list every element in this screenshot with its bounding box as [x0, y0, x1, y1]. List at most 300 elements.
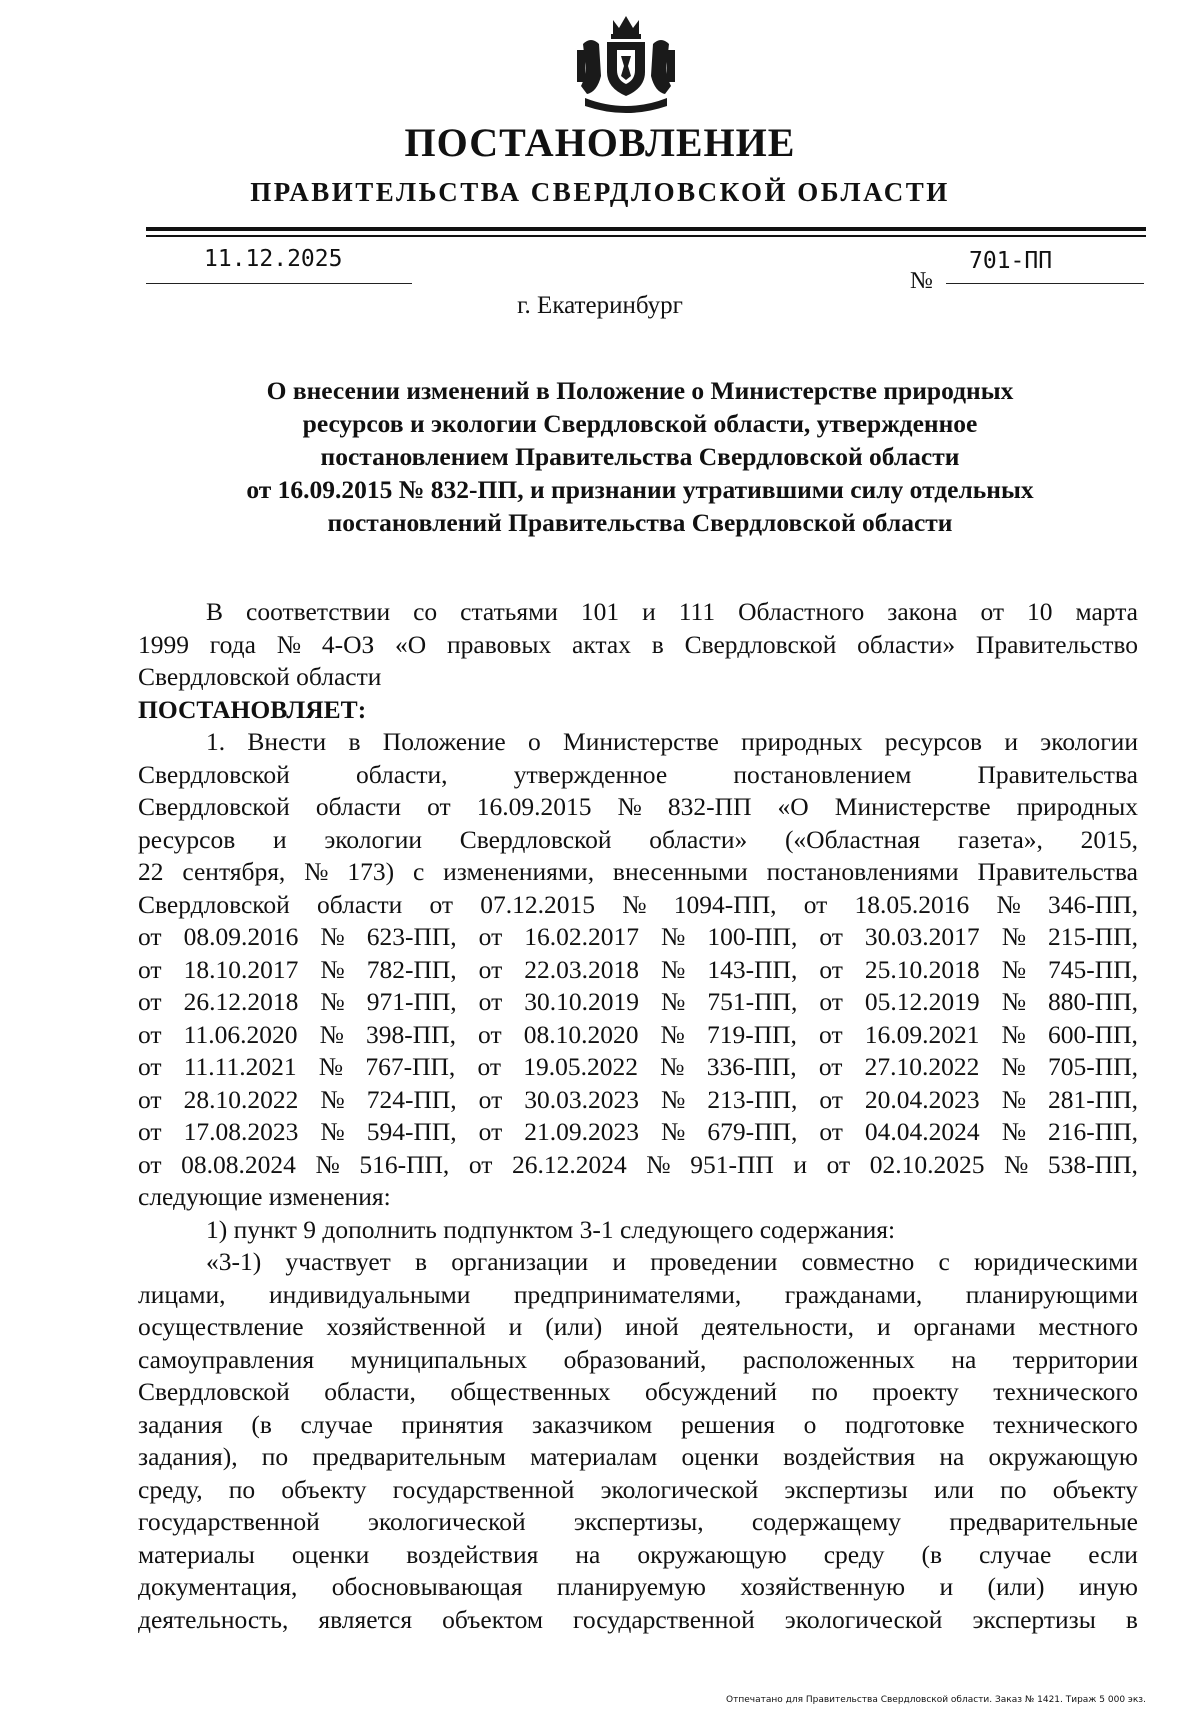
- word: оценки: [291, 1539, 370, 1569]
- word: постановлениями: [766, 857, 959, 886]
- word: №: [996, 889, 1021, 919]
- word: объекту: [281, 1474, 367, 1504]
- word: №: [320, 954, 345, 984]
- word: проекту: [872, 1377, 959, 1406]
- body-line: [138, 1084, 1138, 1117]
- word: Внести: [247, 727, 327, 756]
- word: №: [622, 889, 647, 919]
- word: индивидуальными: [268, 1279, 471, 1309]
- word: 751-ПП,: [707, 987, 798, 1016]
- word: 18.05.2016: [854, 889, 970, 919]
- word: постановлением: [733, 759, 912, 789]
- word: 30.03.2017: [864, 922, 980, 951]
- body-line: 1) пункт 9 дополнить подпунктом 3-1 следующего содержания:: [206, 1214, 896, 1244]
- word: и: [273, 824, 287, 854]
- body-line: Свердловской области: [138, 662, 382, 691]
- word: 2015,: [1080, 824, 1138, 854]
- word: 21.09.2023: [524, 1117, 639, 1146]
- word: от: [818, 1052, 843, 1081]
- word: 20.04.2023: [864, 1084, 980, 1114]
- word: 25.10.2018: [864, 954, 980, 984]
- word: Свердловской: [684, 629, 837, 659]
- word: от: [138, 922, 162, 951]
- word: заказчиком: [532, 1409, 653, 1439]
- word: №: [617, 792, 642, 821]
- document-body: [138, 596, 1138, 1636]
- word: 02.10.2025: [869, 1149, 985, 1179]
- word: №: [1004, 1149, 1029, 1179]
- word: №: [320, 1117, 345, 1146]
- word: №: [1001, 1019, 1026, 1049]
- word: области,: [324, 1377, 416, 1406]
- word: №: [320, 1084, 345, 1114]
- word: 27.10.2022: [864, 1052, 980, 1081]
- body-line: [138, 954, 1138, 987]
- city: г. Екатеринбург: [517, 292, 683, 319]
- body-line: [138, 1376, 1138, 1409]
- word: общественных: [450, 1377, 611, 1406]
- word: №: [320, 922, 345, 951]
- word: года: [209, 629, 256, 659]
- word: экологической: [600, 1474, 759, 1504]
- title-line: от 16.09.2015 № 832-ПП, и признании утратившими силу отдельных: [246, 475, 1034, 504]
- body-line: [138, 921, 1138, 954]
- body-line: [138, 726, 1138, 759]
- word: 30.10.2019: [524, 987, 639, 1016]
- word: 16.09.2021: [864, 1019, 980, 1049]
- word: объектом: [442, 1604, 543, 1634]
- word: от: [138, 1117, 162, 1146]
- word: Областного: [738, 597, 865, 626]
- word: от: [478, 922, 503, 951]
- word: юридическими: [973, 1247, 1138, 1276]
- word: 724-ПП,: [366, 1084, 457, 1114]
- word: от: [478, 954, 503, 984]
- word: №: [661, 1117, 686, 1146]
- title-line: ресурсов и экологии Свердловской области, утвержденное: [302, 409, 978, 438]
- word: по: [811, 1377, 838, 1406]
- word: 623-ПП,: [366, 922, 457, 951]
- word: области»: [857, 629, 956, 659]
- word: экологической: [784, 1604, 943, 1634]
- word: технического: [993, 1377, 1138, 1406]
- word: 1.: [206, 727, 226, 756]
- word: 600-ПП,: [1047, 1019, 1138, 1049]
- title-line: постановлений Правительства Свердловской области: [327, 508, 953, 537]
- word: изменениями,: [443, 857, 595, 886]
- word: предварительные: [949, 1507, 1138, 1536]
- word: статьями: [460, 597, 558, 626]
- word: случае: [300, 1409, 373, 1439]
- word: 346-ПП,: [1048, 889, 1138, 919]
- word: №: [660, 1019, 685, 1049]
- body-line: [138, 1051, 1138, 1084]
- word: внесенными: [612, 857, 748, 886]
- word: Свердловской: [138, 792, 290, 821]
- word: №: [1001, 1117, 1027, 1146]
- word: местного: [1038, 1312, 1138, 1341]
- word: муниципальных: [350, 1344, 528, 1374]
- body-line: [138, 1571, 1138, 1604]
- word: соответствии: [246, 597, 391, 626]
- word: Свердловской: [459, 824, 612, 854]
- word: решения: [680, 1409, 775, 1439]
- word: от: [478, 1084, 503, 1114]
- body-line: [138, 629, 1138, 662]
- word: №: [320, 987, 345, 1016]
- issuing-authority: ПРАВИТЕЛЬСТВА СВЕРДЛОВСКОЙ ОБЛАСТИ: [250, 177, 950, 207]
- body-line: [138, 1116, 1138, 1149]
- word: государственной: [573, 1604, 755, 1634]
- coat-of-arms-icon: [573, 14, 679, 118]
- word: от: [138, 987, 162, 1016]
- word: если: [1088, 1539, 1138, 1569]
- word: 26.12.2018: [183, 987, 299, 1016]
- word: закона: [887, 597, 958, 626]
- word: материалам: [530, 1442, 658, 1471]
- word: (в: [251, 1409, 272, 1439]
- word: №: [319, 1019, 344, 1049]
- word: является: [318, 1604, 413, 1634]
- word: 679-ПП,: [707, 1117, 798, 1146]
- word: среду,: [138, 1474, 203, 1504]
- word: на: [951, 1344, 977, 1374]
- body-line: [138, 1441, 1138, 1474]
- word: на: [575, 1539, 601, 1569]
- word: 782-ПП,: [366, 954, 457, 984]
- word: 719-ПП,: [706, 1019, 797, 1049]
- word: №: [315, 1149, 340, 1179]
- word: самоуправления: [138, 1344, 315, 1374]
- word: экспертизы: [972, 1604, 1096, 1634]
- word: иной: [625, 1312, 679, 1341]
- body-line: [138, 824, 1138, 857]
- word: Свердловской: [138, 759, 290, 789]
- word: случае: [979, 1539, 1052, 1569]
- word: №: [661, 1084, 686, 1114]
- body-line: [138, 1604, 1138, 1637]
- word: от: [478, 987, 503, 1016]
- word: 08.08.2024: [181, 1149, 296, 1179]
- word: от: [819, 1117, 843, 1146]
- word: ресурсов: [884, 727, 983, 756]
- document-kind-heading: ПОСТАНОВЛЕНИЕ: [404, 120, 796, 165]
- word: 216-ПП,: [1048, 1117, 1138, 1146]
- word: от: [427, 792, 451, 821]
- word: Правительство: [975, 629, 1138, 659]
- word: 1094-ПП,: [673, 889, 777, 919]
- word: 100-ПП,: [707, 922, 798, 951]
- word: №: [1001, 987, 1027, 1016]
- word: 04.04.2024: [864, 1117, 980, 1146]
- word: 398-ПП,: [366, 1019, 456, 1049]
- word: 11.11.2021: [183, 1052, 297, 1081]
- word: деятельности,: [701, 1312, 855, 1341]
- word: 971-ПП,: [366, 987, 457, 1016]
- word: области,: [355, 759, 448, 789]
- body-line: [138, 986, 1138, 1019]
- word: 08.09.2016: [183, 922, 299, 951]
- word: 17.08.2023: [183, 1117, 299, 1146]
- word: №: [646, 1149, 671, 1179]
- word: воздействия: [783, 1442, 916, 1471]
- word: №: [1001, 1052, 1026, 1081]
- word: (или): [545, 1312, 603, 1341]
- number-underline: [946, 283, 1144, 284]
- word: 336-ПП,: [706, 1052, 797, 1081]
- date-underline: [146, 283, 412, 284]
- word: в: [348, 727, 361, 756]
- print-footer: Отпечатано для Правительства Свердловской области. Заказ № 1421. Тираж 5 000 экз.: [726, 1695, 1146, 1705]
- word: 11.06.2020: [183, 1019, 298, 1049]
- word: 10: [1027, 597, 1053, 626]
- word: от: [468, 1149, 493, 1179]
- word: задания),: [138, 1442, 238, 1471]
- word: и: [939, 1572, 954, 1601]
- word: проведении: [650, 1247, 778, 1276]
- word: и: [876, 1312, 891, 1341]
- word: экспертизы: [784, 1474, 908, 1504]
- word: обсуждений: [645, 1377, 778, 1406]
- word: иную: [1078, 1572, 1138, 1601]
- word: от: [819, 1019, 843, 1049]
- header-divider-thin: [146, 235, 1146, 237]
- body-line: [138, 889, 1138, 922]
- word: (или): [987, 1572, 1045, 1601]
- body-line: [138, 1019, 1138, 1052]
- word: осуществление: [138, 1312, 304, 1341]
- word: по: [261, 1442, 289, 1471]
- word: планируемую: [556, 1572, 706, 1601]
- word: на: [939, 1442, 965, 1471]
- word: природных: [741, 727, 863, 756]
- word: газета»,: [957, 824, 1043, 854]
- word: 05.12.2019: [864, 987, 980, 1016]
- word: планирующими: [965, 1279, 1138, 1309]
- word: экологии: [1040, 727, 1138, 756]
- word: 07.12.2015: [480, 889, 595, 919]
- word: и: [1004, 727, 1018, 756]
- word: или: [933, 1474, 974, 1504]
- word: 213-ПП,: [707, 1084, 798, 1114]
- word: 538-ПП,: [1047, 1149, 1138, 1179]
- word: (в: [921, 1539, 943, 1569]
- document-date: 11.12.2025: [204, 246, 343, 272]
- document-number: 701-ПП: [969, 248, 1053, 274]
- word: природных: [1016, 792, 1138, 821]
- word: 951-ПП: [690, 1149, 774, 1179]
- word: от: [478, 1117, 503, 1146]
- word: области»: [649, 824, 748, 854]
- word: области: [315, 792, 402, 821]
- word: образований,: [563, 1344, 707, 1374]
- word: экологии: [324, 824, 423, 854]
- word: 594-ПП,: [366, 1117, 457, 1146]
- word: от: [138, 954, 162, 984]
- word: от: [138, 1149, 162, 1179]
- word: от: [429, 889, 454, 919]
- word: объекту: [1052, 1474, 1138, 1504]
- word: и: [612, 1247, 626, 1276]
- word: Министерстве: [834, 792, 991, 821]
- word: №: [660, 1052, 685, 1081]
- word: 30.03.2023: [524, 1084, 639, 1114]
- body-line: [138, 759, 1138, 792]
- title-line: постановлением Правительства Свердловской области: [320, 442, 960, 471]
- word: сентября,: [182, 857, 286, 886]
- body-line: следующие изменения:: [138, 1182, 391, 1211]
- word: №: [1001, 954, 1027, 984]
- word: принятия: [401, 1409, 504, 1439]
- word: совместно: [801, 1247, 915, 1276]
- body-line: [138, 1149, 1138, 1182]
- word: Министерстве: [563, 727, 719, 756]
- word: экологической: [368, 1507, 526, 1536]
- word: хозяйственную: [740, 1572, 906, 1601]
- word: расположенных: [742, 1344, 915, 1374]
- word: «О: [395, 629, 427, 659]
- body-line: [138, 1539, 1138, 1572]
- word: с: [938, 1247, 950, 1276]
- word: от: [138, 1052, 162, 1081]
- word: воздействия: [406, 1539, 539, 1569]
- word: 101: [580, 597, 620, 626]
- word: Положение: [382, 727, 506, 756]
- word: «О: [777, 792, 809, 821]
- word: государственной: [138, 1507, 320, 1536]
- word: о: [527, 727, 541, 756]
- word: №: [318, 1052, 344, 1081]
- word: Правительства: [977, 759, 1138, 789]
- word: с: [412, 857, 425, 886]
- word: «3-1): [206, 1247, 262, 1276]
- word: Правительства: [977, 857, 1138, 886]
- word: от: [138, 1084, 162, 1114]
- word: 111: [678, 597, 716, 626]
- word: 767-ПП,: [365, 1052, 456, 1081]
- word: и: [793, 1149, 807, 1179]
- word: в: [651, 629, 664, 659]
- word: в: [1125, 1604, 1138, 1634]
- body-line: [138, 1311, 1138, 1344]
- word: от: [819, 987, 843, 1016]
- word: участвует: [285, 1247, 391, 1276]
- word: В: [206, 597, 224, 626]
- word: от: [826, 1149, 851, 1179]
- word: 173): [347, 857, 395, 886]
- word: 215-ПП,: [1048, 922, 1138, 951]
- body-line: [138, 1344, 1138, 1377]
- word: 832-ПП: [667, 792, 752, 821]
- word: Свердловской: [138, 889, 290, 919]
- word: оценки: [681, 1442, 759, 1471]
- word: лицами,: [138, 1279, 226, 1309]
- number-sign: №: [910, 268, 933, 294]
- word: окружающую: [637, 1539, 787, 1569]
- word: о: [803, 1409, 817, 1439]
- word: от: [138, 1019, 162, 1049]
- word: технического: [993, 1409, 1138, 1439]
- word: 705-ПП,: [1048, 1052, 1138, 1081]
- word: со: [413, 597, 438, 626]
- body-line: [138, 1279, 1138, 1312]
- word: от: [819, 954, 843, 984]
- word: деятельность,: [138, 1604, 289, 1634]
- word: 880-ПП,: [1048, 987, 1138, 1016]
- word: по: [228, 1474, 256, 1504]
- word: среду: [823, 1539, 885, 1569]
- word: и: [642, 597, 656, 626]
- word: №: [304, 857, 329, 886]
- word: ресурсов: [138, 824, 236, 854]
- word: №: [1001, 922, 1027, 951]
- word: 18.10.2017: [183, 954, 299, 984]
- body-line: [138, 1474, 1138, 1507]
- word: от: [478, 1019, 502, 1049]
- word: 143-ПП,: [707, 954, 798, 984]
- word: по: [1000, 1474, 1027, 1504]
- word: 281-ПП,: [1048, 1084, 1138, 1114]
- body-line: [138, 1246, 1138, 1279]
- word: области: [317, 889, 403, 919]
- word: государственной: [392, 1474, 575, 1504]
- word: окружающую: [988, 1442, 1138, 1471]
- word: 28.10.2022: [183, 1084, 299, 1114]
- word: от: [819, 922, 843, 951]
- document-title: [150, 374, 1130, 539]
- word: содержащему: [751, 1507, 902, 1536]
- word: организации: [451, 1247, 589, 1276]
- word: («Областная: [784, 824, 921, 854]
- word: 22.03.2018: [524, 954, 639, 984]
- body-line: ПОСТАНОВЛЯЕТ:: [138, 694, 367, 724]
- word: органами: [913, 1312, 1016, 1341]
- word: 26.12.2024: [511, 1149, 627, 1179]
- word: 745-ПП,: [1048, 954, 1138, 984]
- word: предварительным: [312, 1442, 506, 1471]
- body-line: [138, 791, 1138, 824]
- word: от: [477, 1052, 502, 1081]
- word: территории: [1012, 1344, 1138, 1374]
- word: 19.05.2022: [523, 1052, 638, 1081]
- word: гражданами,: [784, 1279, 923, 1309]
- word: 4-ОЗ: [321, 629, 375, 659]
- body-line: [138, 596, 1138, 629]
- body-line: [138, 856, 1138, 889]
- word: утвержденное: [513, 759, 668, 789]
- word: от: [819, 1084, 843, 1114]
- word: обосновывающая: [331, 1572, 523, 1601]
- word: правовых: [447, 629, 552, 659]
- title-line: О внесении изменений в Положение о Министерстве природных: [266, 376, 1014, 405]
- word: задания: [138, 1409, 223, 1439]
- word: актах: [572, 629, 631, 659]
- word: 516-ПП,: [359, 1149, 450, 1179]
- word: №: [661, 987, 686, 1016]
- word: марта: [1075, 597, 1138, 626]
- word: 22: [138, 857, 164, 886]
- word: №: [276, 629, 302, 659]
- body-line: [138, 1506, 1138, 1539]
- word: от: [803, 889, 828, 919]
- word: №: [661, 922, 686, 951]
- word: хозяйственной: [326, 1312, 486, 1341]
- word: подготовке: [845, 1409, 965, 1439]
- body-line: [138, 1409, 1138, 1442]
- word: 16.09.2015: [476, 792, 592, 821]
- header-divider-thick: [146, 227, 1146, 231]
- word: экспертизы,: [573, 1507, 704, 1536]
